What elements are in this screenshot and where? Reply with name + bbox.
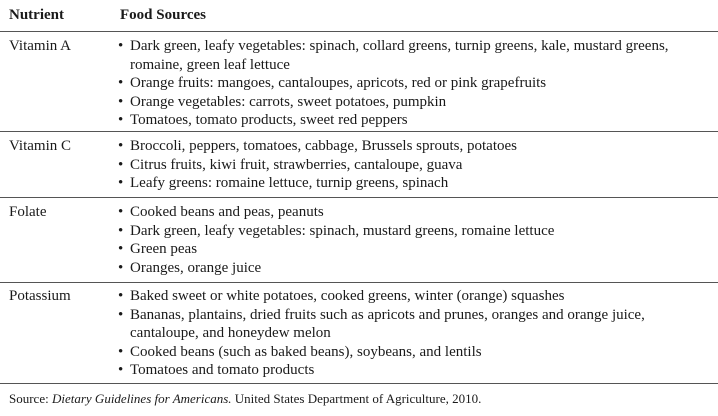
nutrient-name: Potassium [9,288,71,304]
list-item: • Cooked beans and peas, peanuts [118,204,324,220]
bullet-icon: • [118,175,124,192]
row-divider [0,197,718,198]
bullet-icon: • [118,362,124,379]
bullet-icon: • [118,93,124,110]
list-item: • Oranges, orange juice [118,259,262,276]
food-source-list [118,37,708,130]
bullet-icon: • [118,241,124,258]
list-item: • Orange vegetables: carrots, sweet potatoes, pumpkin [118,93,447,110]
list-item: • Leafy greens: romaine lettuce, turnip greens, spinach [118,175,449,192]
list-item: • Bananas, plantains, dried fruits such as apricots and prunes, oranges and orange juice, cantaloupe, and honeydew melon [118,306,645,342]
bullet-icon: • [118,204,124,220]
bullet-icon: • [118,306,124,323]
table-row-potassium [0,287,718,379]
bullet-icon: • [118,288,124,304]
list-item: • Orange fruits: mangoes, cantaloupes, apricots, red or pink grapefruits [118,75,547,92]
list-item: • Green peas [118,241,198,258]
row-divider [0,282,718,283]
list-item: • Tomatoes, tomato products, sweet red peppers [118,112,408,129]
bullet-icon: • [118,343,124,360]
nutrient-name: Vitamin A [9,38,72,54]
header-food-sources: Food Sources [120,7,206,23]
table-row-folate [0,203,718,278]
table-row-vitamin-c [0,137,718,193]
nutrient-name: Folate [9,204,47,220]
header-nutrient: Nutrient [9,7,64,23]
bullet-icon: • [118,38,124,54]
header-divider [0,31,718,32]
source-citation: Source: Dietary Guidelines for Americans. United States Department of Agriculture, 2010. [9,391,482,406]
bullet-icon: • [118,75,124,92]
list-item: • Broccoli, peppers, tomatoes, cabbage, Brussels sprouts, potatoes [118,138,517,154]
food-source-list [118,203,708,277]
bullet-icon: • [118,156,124,173]
list-item: • Dark green, leafy vegetables: spinach, collard greens, turnip greens, kale, mustard greens, romaine, green leaf lettuce [118,38,669,73]
table-row-vitamin-a [0,37,718,129]
list-item: • Baked sweet or white potatoes, cooked greens, winter (orange) squashes [118,288,565,304]
list-item: • Dark green, leafy vegetables: spinach, mustard greens, romaine lettuce [118,222,555,239]
food-source-list [118,287,708,380]
nutrient-name: Vitamin C [9,138,72,154]
table-header [0,0,718,30]
bullet-icon: • [118,138,124,154]
bullet-icon: • [118,222,124,239]
list-item: • Cooked beans (such as baked beans), soybeans, and lentils [118,343,482,360]
table-bottom-rule [0,383,718,384]
source-title: Dietary Guidelines for Americans. [51,391,232,406]
row-divider [0,131,718,132]
food-source-list [118,137,708,193]
bullet-icon: • [118,259,124,276]
bullet-icon: • [118,112,124,129]
list-item: • Citrus fruits, kiwi fruit, strawberries, cantaloupe, guava [118,156,463,173]
list-item: • Tomatoes and tomato products [118,362,315,379]
